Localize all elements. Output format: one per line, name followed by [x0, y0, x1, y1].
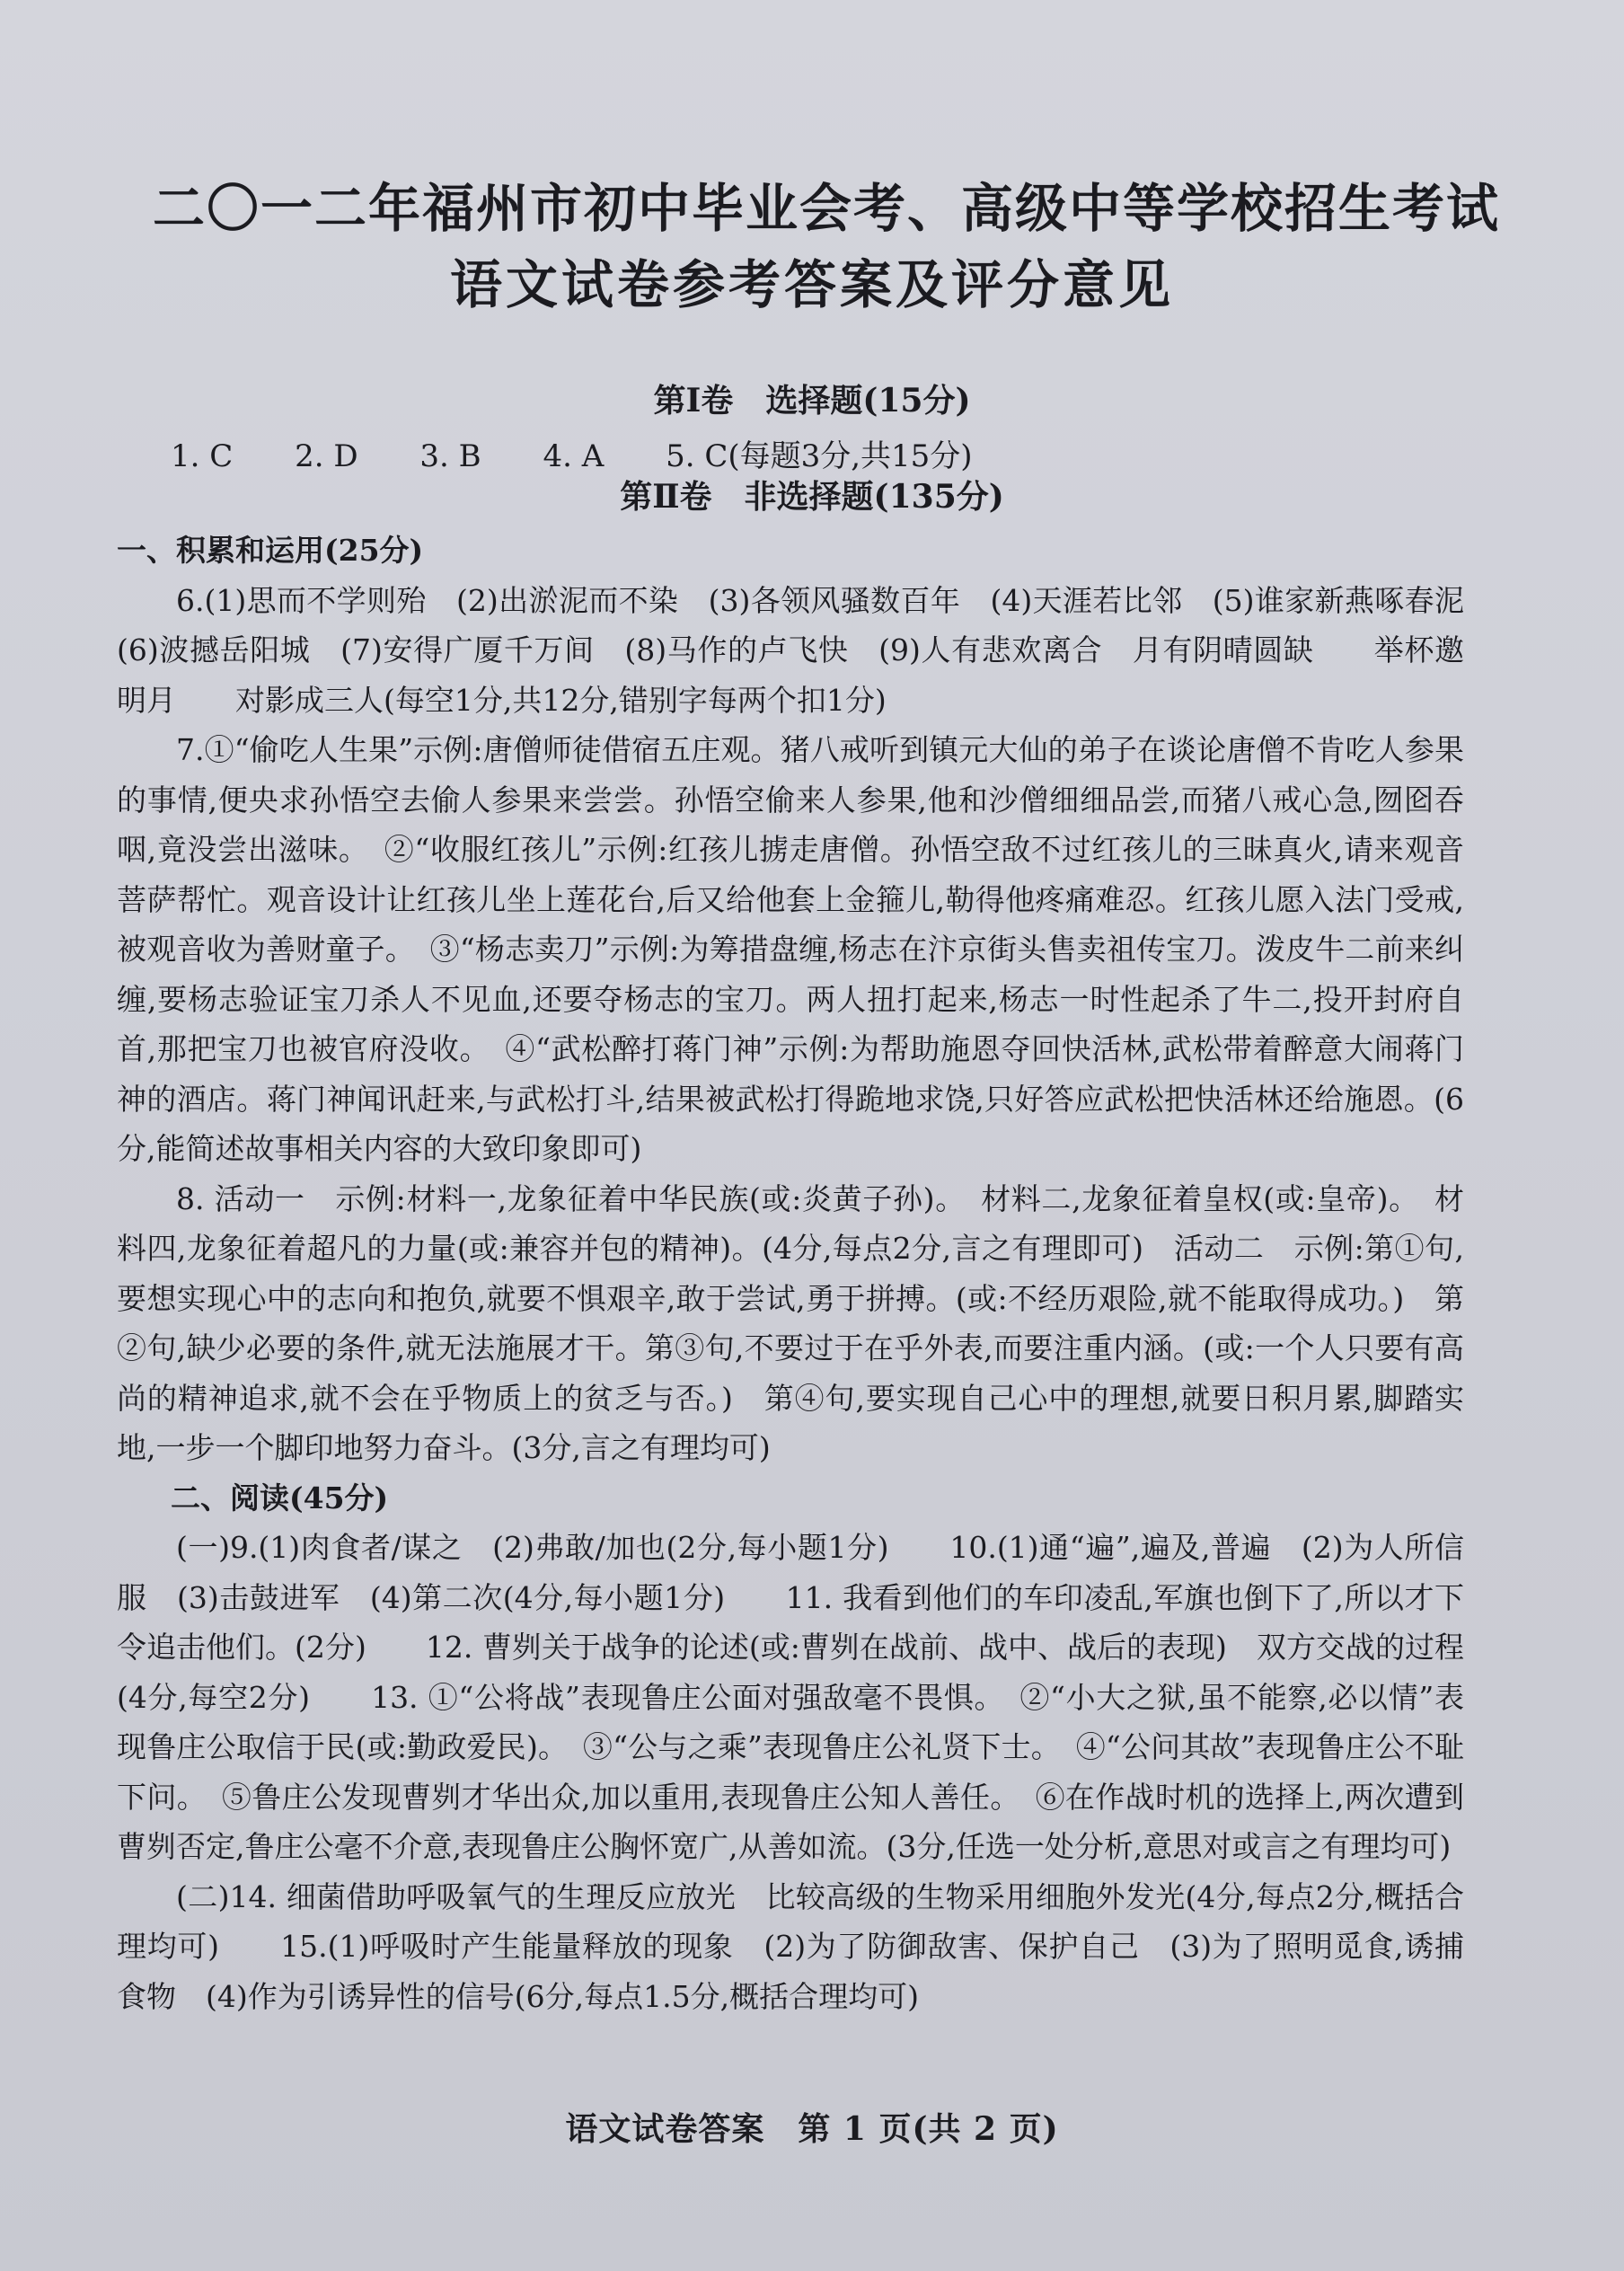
choice-answer: 2. D — [295, 438, 358, 474]
answer-q7: 7.①“偷吃人生果”示例:唐僧师徒借宿五庄观。猪八戒听到镇元大仙的弟子在谈论唐僧不肯吃人参果的事情,便央求孙悟空去偷人参果来尝尝。孙悟空偷来人参果,他和沙僧细细品尝,而猪八戒心急,囫囵吞咽,竟没尝出滋味。 ②“收服红孩儿”示例:红孩儿掳走唐僧。孙悟空敌不过红孩儿的三昧真火,请来观音菩萨帮忙。观音设计让红孩儿坐上莲花台,后又给他套上金箍儿,勒得他疼痛难忍。红孩儿愿入法门受戒,被观音收为善财童子。 ③“杨志卖刀”示例:为筹措盘缠,杨志在汴京街头售卖祖传宝刀。泼皮牛二前来纠缠,要杨志验证宝刀杀人不见血,还要夺杨志的宝刀。两人扭打起来,杨志一时性起杀了牛二,投开封府自首,那把宝刀也被官府没收。 ④“武松醉打蒋门神”示例:为帮助施恩夺回快活林,武松带着醉意大闹蒋门神的酒店。蒋门神闻讯赶来,与武松打斗,结果被武松打得跪地求饶,只好答应武松把快活林还给施恩。(6分,能简述故事相关内容的大致印象即可) — [117, 732, 1464, 1166]
page-footer: 语文试卷答案 第 1 页(共 2 页) — [565, 2110, 1059, 2148]
exam-subtitle: 语文试卷参考答案及评分意见 — [449, 254, 1174, 315]
choice-answer: 5. C(每题3分,共15分) — [666, 438, 973, 474]
answer-reading-1: (一)9.(1)肉食者/谋之 (2)弗敢/加也(2分,每小题1分) 10.(1)通“遍”,遍及,普遍 (2)为人所信服 (3)击鼓进军 (4)第二次(4分,每小题1分) 11. 我看到他们的车印凌乱,军旗也倒下了,所以才下令追击他们。(2分) 12. 曹刿关于战争的论述(或:曹刿在战前、战中、战后的表现) 双方交战的过程(4分,每空2分) 13. ①“公将战”表现鲁庄公面对强敌毫不畏惧。 ②“小大之狱,虽不能察,必以情”表现鲁庄公取信于民(或:勤政爱民)。 ③“公与之乘”表现鲁庄公礼贤下士。 ④“公问其故”表现鲁庄公不耻下问。 ⑤鲁庄公发现曹刿才华出众,加以重用,表现鲁庄公知人善任。 ⑥在作战时机的选择上,两次遭到曹刿否定,鲁庄公毫不介意,表现鲁庄公胸怀宽广,从善如流。(3分,任选一处分析,意思对或言之有理均可) — [117, 1530, 1464, 1864]
choice-answer: 4. A — [543, 438, 605, 474]
choice-answer: 1. C — [171, 438, 234, 474]
part1-heading: 第Ⅰ卷 选择题(15分) — [653, 382, 971, 420]
part2-heading: 第Ⅱ卷 非选择题(135分) — [620, 478, 1004, 516]
section-heading: 二、阅读(45分) — [171, 1480, 389, 1515]
exam-title: 二〇一二年福州市初中毕业会考、高级中等学校招生考试 — [153, 178, 1501, 239]
answer-reading-2: (二)14. 细菌借助呼吸氧气的生理反应放光 比较高级的生物采用细胞外发光(4分,每点2分,概括合理均可) 15.(1)呼吸时产生能量释放的现象 (2)为了防御敌害、保护自己 (3)为了照明觅食,诱捕食物 (4)作为引诱异性的信号(6分,每点1.5分,概括合理均可) — [117, 1878, 1464, 2014]
answer-q6: 6.(1)思而不学则殆 (2)出淤泥而不染 (3)各领风骚数百年 (4)天涯若比邻 (5)谁家新燕啄春泥 (6)波撼岳阳城 (7)安得广厦千万间 (8)马作的卢飞快 (9)人有悲欢离合 月有阴晴圆缺 举杯邀明月 对影成三人(每空1分,共12分,错别字每两个扣1分) — [117, 582, 1494, 718]
answer-q8: 8. 活动一 示例:材料一,龙象征着中华民族(或:炎黄子孙)。 材料二,龙象征着皇权(或:皇帝)。 材料四,龙象征着超凡的力量(或:兼容并包的精神)。(4分,每点2分,言之有理即可) 活动二 示例:第①句,要想实现心中的志向和抱负,就要不惧艰辛,敢于尝试,勇于拼搏。(或:不经历艰险,就不能取得成功。) 第②句,缺少必要的条件,就无法施展才干。第③句,不要过于在乎外表,而要注重内涵。(或:一个人只要有高尚的精神追求,就不会在乎物质上的贫乏与否。) 第④句,要实现自己心中的理想,就要日积月累,脚踏实地,一步一个脚印地努力奋斗。(3分,言之有理均可) — [117, 1180, 1464, 1465]
choice-answer: 3. B — [419, 438, 481, 474]
choice-answers — [171, 431, 1025, 475]
answer-body — [117, 526, 1494, 2021]
section-heading: 一、积累和运用(25分) — [117, 533, 424, 568]
